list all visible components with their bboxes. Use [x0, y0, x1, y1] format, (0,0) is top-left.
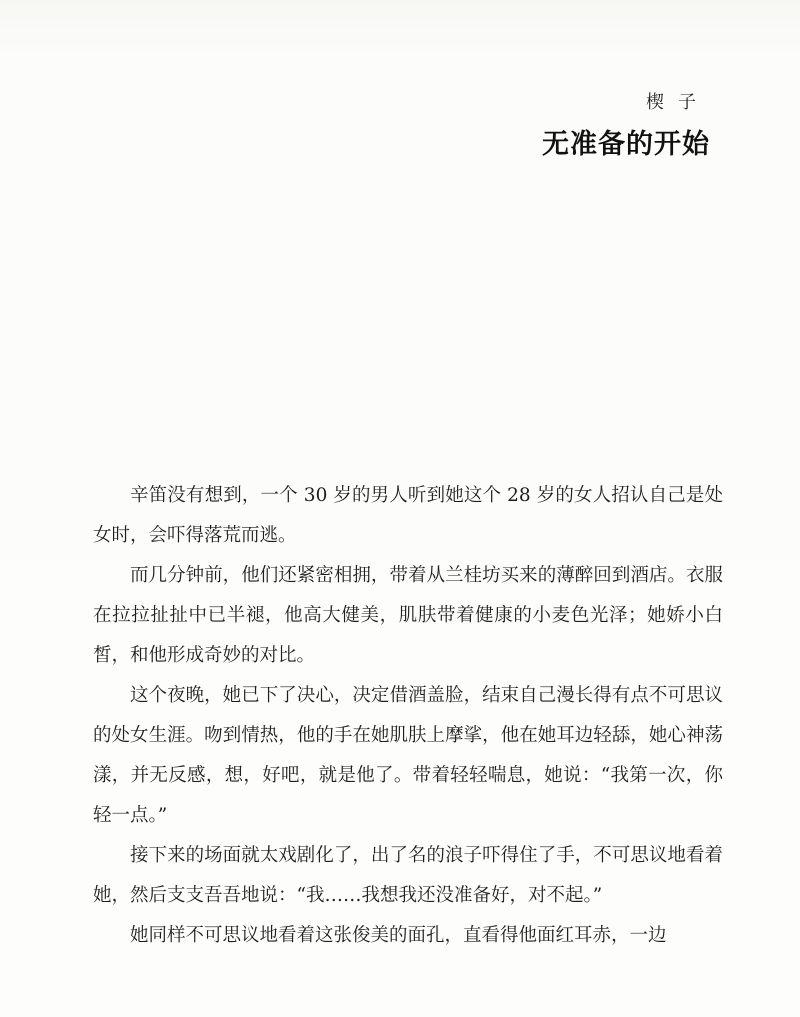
paragraph-1: 辛笛没有想到，一个 30 岁的男人听到她这个 28 岁的女人招认自己是处女时，会吓得落荒而逃。	[93, 485, 723, 546]
paragraph-2: 而几分钟前，他们还紧密相拥，带着从兰桂坊买来的薄醉回到酒店。衣服在拉拉扯扯中已半褪，他高大健美，肌肤带着健康的小麦色光泽；她娇小白皙，和他形成奇妙的对比。	[93, 565, 723, 666]
paragraph-3: 这个夜晚，她已下了决心，决定借酒盖脸，结束自己漫长得有点不可思议的处女生涯。吻到情热，他的手在她肌肤上摩挲，他在她耳边轻舔，她心神荡漾，并无反感，想，好吧，就是他了。带着轻轻喘息，她说：“我第一次，你轻一点。”	[93, 685, 723, 826]
paragraph-5: 她同样不可思议地看着这张俊美的面孔，直看得他面红耳赤，一边	[130, 925, 667, 946]
chapter-title: 无准备的开始	[542, 129, 710, 160]
paragraph-4: 接下来的场面就太戏剧化了，出了名的浪子吓得住了手，不可思议地看着她，然后支支吾吾地说：“我……我想我还没准备好，对不起。”	[93, 845, 723, 906]
chapter-label: 楔子	[646, 92, 710, 113]
body-text	[93, 476, 723, 956]
